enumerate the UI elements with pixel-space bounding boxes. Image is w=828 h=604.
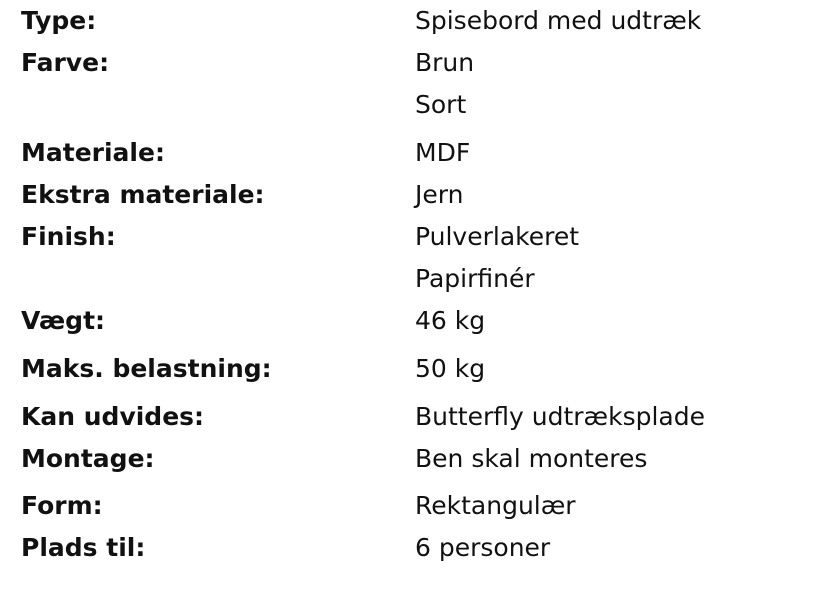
spec-value: 46 kg [415, 306, 486, 335]
spec-label: Plads til: [21, 533, 146, 562]
spec-values [415, 348, 811, 390]
spec-label: Maks. belastning: [21, 354, 272, 383]
spec-label: Materiale: [21, 138, 165, 167]
spec-row-extra-material [21, 174, 811, 216]
spec-row-seats [21, 527, 811, 569]
spec-value: Brun [415, 48, 475, 77]
spec-row-shape [21, 485, 811, 527]
spec-label: Montage: [21, 444, 155, 473]
spec-table [21, 0, 811, 569]
spec-label: Finish: [21, 222, 116, 251]
spec-label: Form: [21, 491, 103, 520]
spec-value: Spisebord med udtræk [415, 6, 702, 35]
spec-values [415, 527, 811, 569]
spec-label: Type: [21, 6, 97, 35]
spec-label: Vægt: [21, 306, 106, 335]
spec-values [415, 42, 811, 126]
spec-row-color [21, 42, 811, 126]
spec-value: Sort [415, 90, 467, 119]
spec-values [415, 216, 811, 300]
spec-values [415, 300, 811, 342]
spec-row-max-load [21, 348, 811, 390]
spec-row-type [21, 0, 811, 42]
spec-values [415, 396, 811, 438]
spec-value: Rektangulær [415, 491, 576, 520]
spec-label: Farve: [21, 48, 110, 77]
spec-label: Ekstra materiale: [21, 180, 265, 209]
spec-row-weight [21, 300, 811, 342]
spec-values [415, 174, 811, 216]
spec-value: Papirfinér [415, 264, 535, 293]
spec-values [415, 132, 811, 174]
spec-label: Kan udvides: [21, 402, 205, 431]
spec-value: 50 kg [415, 354, 486, 383]
spec-row-assembly [21, 438, 811, 480]
spec-value: Butterfly udtræksplade [415, 402, 705, 431]
spec-value: Ben skal monteres [415, 444, 648, 473]
spec-row-extendable [21, 396, 811, 438]
spec-row-finish [21, 216, 811, 300]
spec-values [415, 485, 811, 527]
spec-values [415, 438, 811, 480]
spec-row-material [21, 132, 811, 174]
spec-values [415, 0, 811, 42]
spec-value: Pulverlakeret [415, 222, 580, 251]
spec-value: 6 personer [415, 533, 551, 562]
spec-value: MDF [415, 138, 471, 167]
spec-value: Jern [415, 180, 464, 209]
